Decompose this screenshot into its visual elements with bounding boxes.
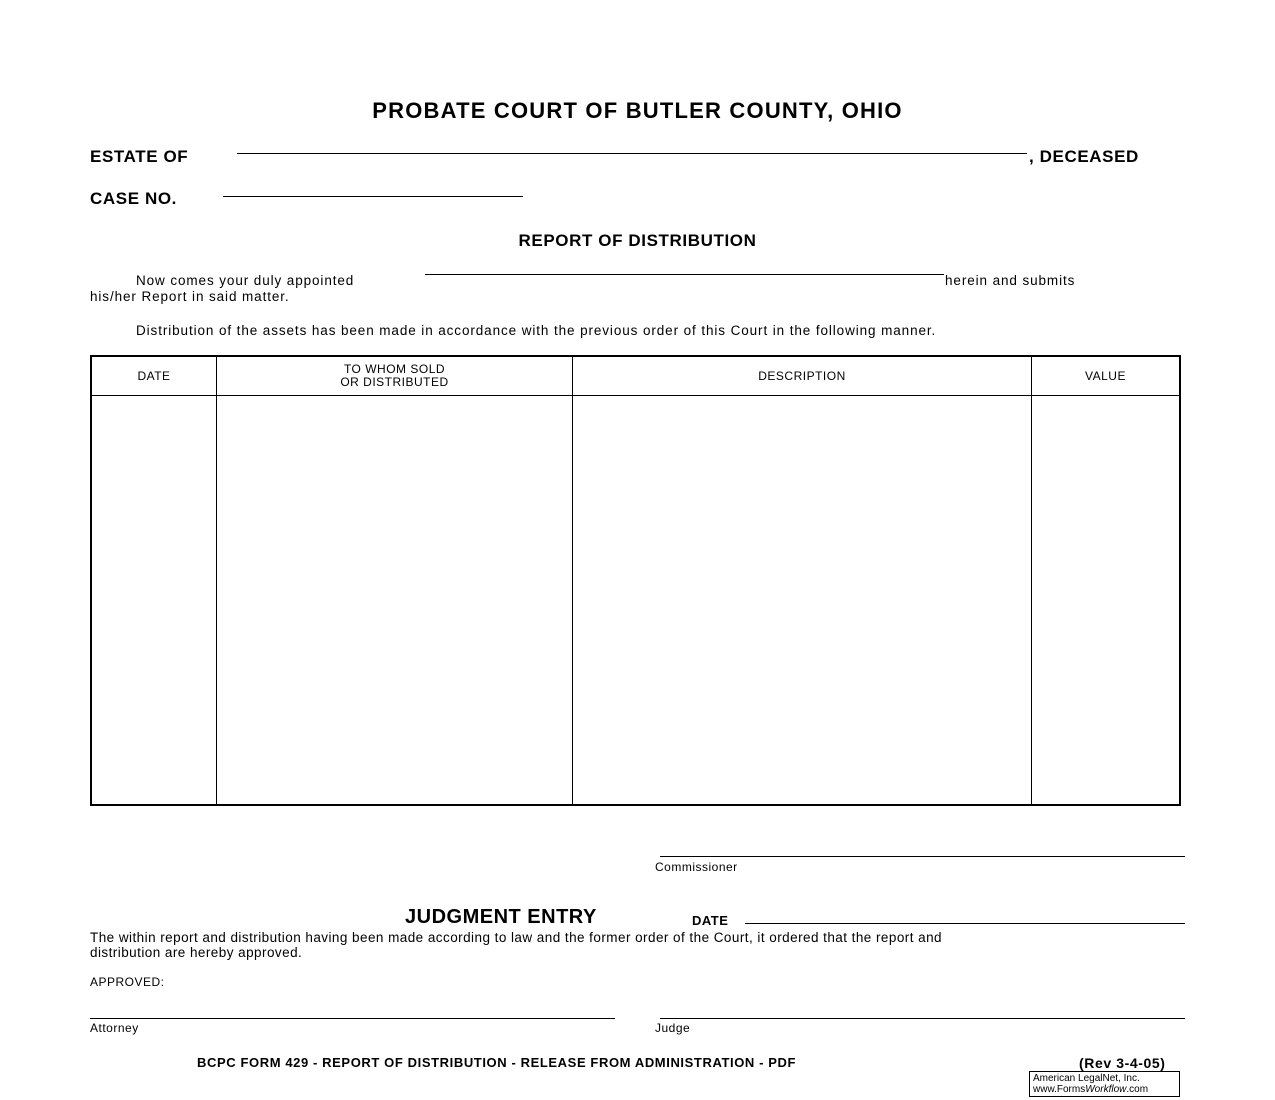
column-header-date: DATE <box>91 356 217 396</box>
stamp-line1: American LegalNet, Inc. <box>1033 1073 1140 1084</box>
court-title: PROBATE COURT OF BUTLER COUNTY, OHIO <box>372 98 903 123</box>
stamp-url-suffix: .com <box>1126 1084 1149 1095</box>
value-cell[interactable] <box>1032 396 1181 806</box>
approved-label: APPROVED: <box>90 975 165 989</box>
intro-suffix: herein and submits <box>945 273 1076 288</box>
judge-signature-line[interactable] <box>660 1018 1185 1019</box>
judgment-text-line1: The within report and distribution having been made according to law and the former order of the Court, it ordered that the report and <box>90 930 943 945</box>
judgment-date-label: DATE <box>692 913 729 928</box>
judgment-text-line2: distribution are hereby approved. <box>90 945 303 960</box>
commissioner-signature-line[interactable] <box>660 856 1185 857</box>
commissioner-label: Commissioner <box>655 860 738 874</box>
table-row <box>91 396 1180 806</box>
intro-line2: his/her Report in said matter. <box>90 289 290 304</box>
case-no-field[interactable] <box>223 196 523 197</box>
to-whom-cell[interactable] <box>217 396 573 806</box>
column-header-to-whom <box>217 356 573 396</box>
intro-prefix: Now comes your duly appointed <box>136 273 355 288</box>
revision-label: (Rev 3-4-05) <box>1079 1055 1166 1071</box>
publisher-stamp <box>1029 1071 1180 1097</box>
form-title: BCPC FORM 429 - REPORT OF DISTRIBUTION - RELEASE FROM ADMINISTRATION - PDF <box>197 1055 797 1070</box>
attorney-signature-line[interactable] <box>90 1018 615 1019</box>
deceased-label: , DECEASED <box>1029 147 1139 166</box>
description-cell[interactable] <box>573 396 1032 806</box>
estate-name-field[interactable] <box>237 153 1027 154</box>
judge-label: Judge <box>655 1021 691 1035</box>
date-cell[interactable] <box>91 396 217 806</box>
column-header-to-whom-line1: TO WHOM SOLD <box>343 362 446 376</box>
attorney-label: Attorney <box>90 1021 139 1035</box>
column-header-value: VALUE <box>1032 356 1181 396</box>
report-title: REPORT OF DISTRIBUTION <box>518 231 757 250</box>
estate-label: ESTATE OF <box>90 147 189 166</box>
column-header-description: DESCRIPTION <box>573 356 1032 396</box>
stamp-url-italic: Workflow <box>1085 1084 1127 1095</box>
appointee-field[interactable] <box>425 274 944 275</box>
judgment-date-field[interactable] <box>745 923 1185 924</box>
case-no-label: CASE NO. <box>90 189 177 208</box>
distribution-statement: Distribution of the assets has been made in accordance with the previous order of this Court in the following manner. <box>136 323 937 338</box>
judgment-entry-title: JUDGMENT ENTRY <box>405 906 597 928</box>
table-header-row <box>91 356 1180 396</box>
stamp-line2 <box>1033 1084 1176 1095</box>
column-header-to-whom-line2: OR DISTRIBUTED <box>340 375 449 389</box>
stamp-url-prefix: www.Forms <box>1033 1084 1086 1095</box>
distribution-table <box>90 355 1181 806</box>
